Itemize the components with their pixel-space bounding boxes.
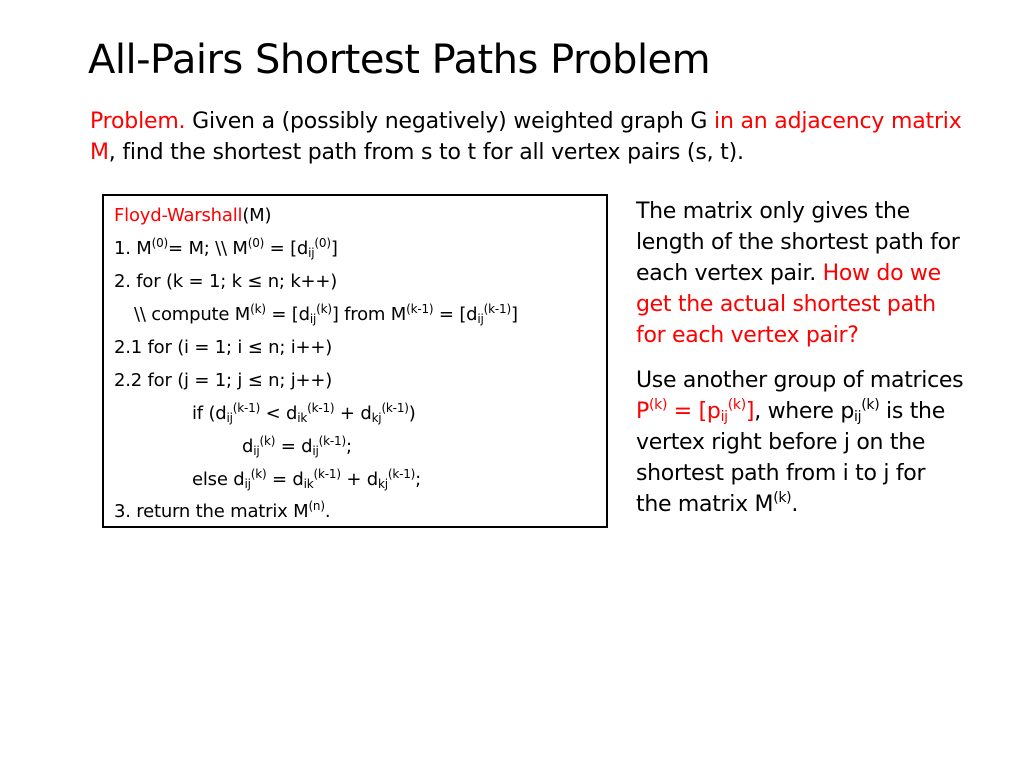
line8-c: + d [340, 469, 378, 490]
line1-a-sup: (0) [151, 236, 169, 250]
problem-highlight: in an adjacency matrix M [90, 109, 962, 165]
algorithm-box [102, 194, 608, 528]
line8-a: else d [192, 469, 245, 490]
line6-a-sub: ij [226, 411, 233, 425]
algorithm-line-6 [192, 402, 416, 426]
line8-b-sub: ik [303, 477, 314, 491]
line7-c: ; [345, 436, 352, 457]
line3-a: \\ compute M [134, 304, 251, 325]
line7-b-sub: ij [312, 444, 319, 458]
line7-a-sub: ij [253, 444, 260, 458]
line8-b-sup: (k-1) [313, 467, 341, 481]
line6-c-sup: (k-1) [381, 401, 409, 415]
line8-c-sup: (k-1) [387, 467, 416, 481]
line7-a: d [242, 436, 254, 457]
para2-a: Use another group of matrices [636, 368, 964, 393]
line8-a-sub: ij [244, 477, 251, 491]
line3-d-sup: (k-1) [483, 302, 511, 316]
line1-c: = [d [264, 238, 309, 259]
algorithm-line-4: 2.1 for (i = 1; i ≤ n; i++) [114, 337, 333, 358]
problem-label: Problem. [90, 109, 186, 134]
line6-b-sub: ik [297, 411, 308, 425]
para2-b-sup: (k) [861, 397, 880, 413]
slide-title: All-Pairs Shortest Paths Problem [88, 37, 711, 83]
line7-b-sup: (k-1) [318, 434, 346, 448]
line6-b: < d [260, 403, 298, 424]
problem-statement [90, 106, 990, 168]
line3-d: = [d [433, 304, 478, 325]
para2-p: P [636, 399, 649, 424]
line3-d-sub: ij [477, 312, 484, 326]
line1-c-sub: ij [308, 246, 315, 260]
line3-c: ] from M [331, 304, 407, 325]
line1-b-sup: (0) [247, 236, 265, 250]
line6-d: ) [408, 403, 416, 424]
para2-d: . [791, 492, 799, 517]
algorithm-line-8 [192, 468, 421, 492]
line6-c-sub: kj [371, 411, 382, 425]
line9-a-sup: (n) [308, 499, 325, 513]
line9-b: . [324, 501, 331, 522]
side-paragraph-2 [636, 365, 966, 520]
line8-c-sub: kj [377, 477, 388, 491]
algorithm-line-3 [134, 303, 518, 327]
algorithm-header [114, 204, 271, 228]
algorithm-line-1 [114, 237, 338, 261]
problem-text-1: Given a (possibly negatively) weighted graph G [185, 109, 715, 134]
line6-a: if (d [192, 403, 227, 424]
para2-eq-end: ] [745, 399, 755, 424]
line3-e: ] [510, 304, 518, 325]
algorithm-line-5: 2.2 for (j = 1; j ≤ n; j++) [114, 370, 333, 391]
line1-a: 1. M [114, 238, 152, 259]
algorithm-name: Floyd-Warshall [114, 205, 243, 226]
line3-b-sub: ij [309, 312, 317, 326]
para2-b-sub: ij [854, 409, 862, 425]
line3-c-sup: (k-1) [406, 302, 434, 316]
para2-p-sup: (k) [648, 397, 668, 413]
side-text: The matrix only gives the length of the shortest path for each vertex pair. [636, 199, 960, 286]
algorithm-line-9 [114, 500, 330, 524]
algorithm-line-7 [242, 435, 352, 459]
side-paragraph-1 [636, 196, 966, 351]
problem-text-2: , find the shortest path from s to t for all vertex pairs (s, t). [108, 140, 744, 165]
line3-a-sup: (k) [250, 302, 266, 316]
line7-b: = d [275, 436, 313, 457]
line6-c: + d [334, 403, 372, 424]
line1-b: = M; \\ M [168, 238, 248, 259]
para2-c: is the vertex right before j on the shortest path from i to j for the matrix M [636, 399, 945, 517]
line1-d: ] [330, 238, 338, 259]
para2-eq-sub: ij [720, 409, 728, 425]
line8-a-sup: (k) [250, 467, 267, 481]
line3-b-sup: (k) [316, 302, 332, 316]
algorithm-line-2: 2. for (k = 1; k ≤ n; k++) [114, 271, 338, 292]
side-question: How do we get the actual shortest path for each vertex pair? [636, 261, 941, 348]
line6-b-sup: (k-1) [307, 401, 335, 415]
line9-a: 3. return the matrix M [114, 501, 309, 522]
line6-a-sup: (k-1) [232, 401, 261, 415]
para2-eq: = [p [667, 399, 721, 424]
line1-c-sup: (0) [314, 236, 331, 250]
line7-a-sup: (k) [259, 434, 276, 448]
line8-b: = d [266, 469, 304, 490]
line3-b: = [d [265, 304, 310, 325]
para2-eq-sup: (k) [727, 397, 746, 413]
algorithm-arg: (M) [242, 205, 272, 226]
line8-d: ; [415, 469, 422, 490]
para2-c-sup: (k) [773, 490, 792, 506]
para2-b: , where p [754, 399, 855, 424]
para2-p-matrix [636, 399, 754, 424]
